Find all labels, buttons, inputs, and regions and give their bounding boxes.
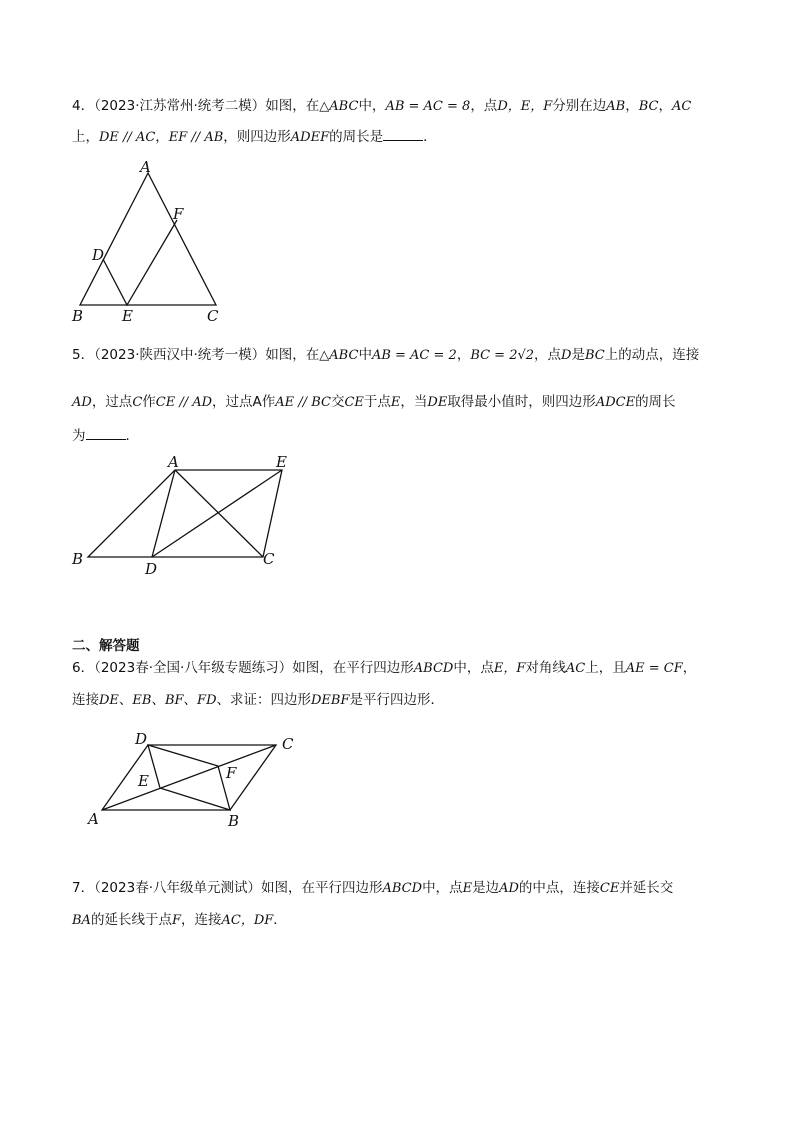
q6-label-b: B bbox=[228, 812, 240, 830]
q4-label-c: C bbox=[207, 307, 219, 325]
q6-label-a: A bbox=[88, 810, 99, 828]
q6-line-2: 连接DE、EB、BF、FD、求证：四边形DEBF是平行四边形． bbox=[72, 692, 444, 708]
q6-line-1: 6．（2023春·全国·八年级专题练习）如图，在平行四边形ABCD中，点E，F对角线AC上，且AE = CF， bbox=[72, 660, 697, 676]
q4-triangle-abc bbox=[80, 173, 216, 305]
q5-label-e: E bbox=[276, 453, 287, 471]
q5-number: 5． bbox=[72, 347, 95, 363]
q6-label-f: F bbox=[226, 764, 237, 782]
q5-label-a: A bbox=[168, 453, 179, 471]
q4-label-e: E bbox=[122, 307, 133, 325]
q6-label-d: D bbox=[135, 730, 148, 748]
q6-number: 6． bbox=[72, 660, 95, 676]
q7-number: 7． bbox=[72, 880, 95, 896]
q5-line-2: AD，过点C作CE // AD，过点A作AE // BC交CE于点E，当DE取得最小值时，则四边形ADCE的周长 bbox=[72, 394, 676, 410]
q5-source: （2023·陕西汉中·统考一模） bbox=[94, 347, 266, 363]
section-heading: 二、解答题 bbox=[72, 638, 140, 654]
q6-diagonal-ac bbox=[102, 745, 276, 810]
q4-line-2: 上，DE // AC，EF // AB，则四边形ADEF的周长是 ． bbox=[72, 129, 437, 145]
q4-label-b: B bbox=[72, 307, 84, 325]
q4-label-d: D bbox=[92, 246, 105, 264]
q6-figure bbox=[80, 728, 320, 830]
q5-outline bbox=[88, 470, 282, 557]
q5-figure bbox=[60, 450, 320, 580]
q4-line-1: 4．（2023·江苏常州·统考二模）如图，在△ABC中，AB = AC = 8，点D，E，F分别在边AB，BC，AC bbox=[72, 98, 692, 114]
q4-segments-d-e-f bbox=[103, 220, 177, 305]
q4-answer-blank bbox=[383, 128, 423, 141]
q5-answer-blank bbox=[86, 427, 126, 440]
q7-line-2: BA的延长线于点F，连接AC，DF． bbox=[72, 912, 287, 928]
q4-figure bbox=[60, 155, 260, 330]
q5-line-1: 5．（2023·陕西汉中·统考一模）如图，在△ABC中AB = AC = 2，BC = 2√2，点D是BC上的动点，连接 bbox=[72, 347, 700, 363]
q7-line-1: 7．（2023春·八年级单元测试）如图，在平行四边形ABCD中，点E是边AD的中点，连接CE并延长交 bbox=[72, 880, 674, 896]
q4-label-a: A bbox=[140, 158, 151, 176]
q5-label-b: B bbox=[72, 550, 84, 568]
q7-source: （2023春·八年级单元测试） bbox=[94, 880, 261, 896]
q4-label-f: F bbox=[173, 205, 184, 223]
q5-label-d: D bbox=[145, 560, 158, 578]
q5-line-3: 为 ． bbox=[72, 428, 139, 444]
q6-label-c: C bbox=[282, 735, 294, 753]
q4-number: 4． bbox=[72, 98, 95, 114]
q5-label-c: C bbox=[263, 550, 275, 568]
q4-source: （2023·江苏常州·统考二模） bbox=[94, 98, 266, 114]
q6-label-e: E bbox=[138, 772, 149, 790]
q6-source: （2023春·全国·八年级专题练习） bbox=[94, 660, 293, 676]
q5-segment-ac bbox=[175, 470, 263, 557]
